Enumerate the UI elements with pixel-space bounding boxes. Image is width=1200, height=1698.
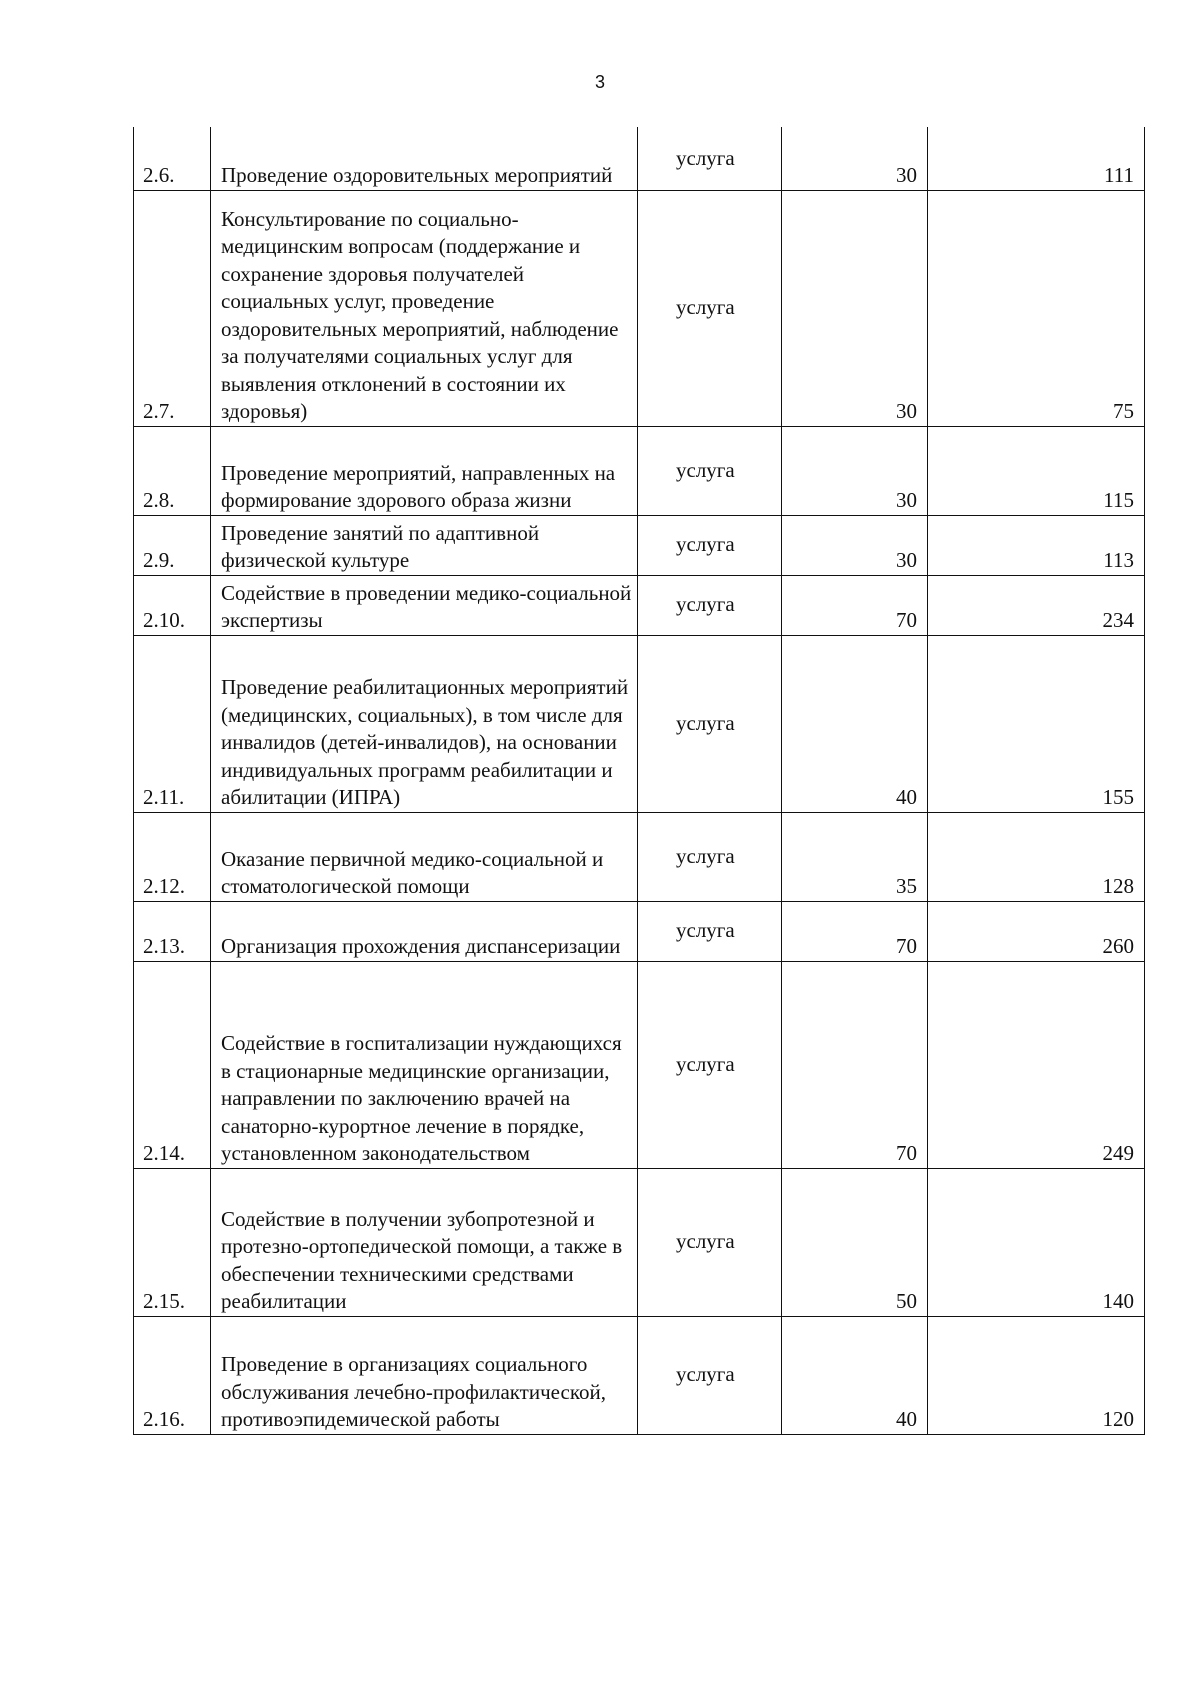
- unit-of-measure: услуга: [638, 961, 782, 1168]
- service-name: Содействие в проведении медико-социальной экспертизы: [211, 575, 638, 635]
- row-number: 2.8.: [134, 426, 211, 515]
- table-row: [134, 1168, 1145, 1316]
- value-2: 115: [928, 426, 1145, 515]
- value-2: 120: [928, 1316, 1145, 1434]
- service-name: Консультирование по социально-медицинским вопросам (поддержание и сохранение здоровья получателей социальных услуг, проведение оздоровительных мероприятий, наблюдение за получателями социальных услуг для выявления отклонений в состоянии их здоровья): [211, 190, 638, 426]
- value-1: 40: [782, 1316, 928, 1434]
- value-2: 111: [928, 127, 1145, 190]
- table-row: [134, 426, 1145, 515]
- value-1: 30: [782, 426, 928, 515]
- services-table: [133, 127, 1145, 1435]
- value-1: 35: [782, 812, 928, 901]
- value-1: 70: [782, 575, 928, 635]
- value-1: 40: [782, 635, 928, 812]
- service-name: Содействие в госпитализации нуждающихся в стационарные медицинские организации, направлении по заключению врачей на санаторно-курортное лечение в порядке, установленном законодательством: [211, 961, 638, 1168]
- value-2: 249: [928, 961, 1145, 1168]
- table-row: [134, 635, 1145, 812]
- service-name: Проведение в организациях социального обслуживания лечебно-профилактической, противоэпидемической работы: [211, 1316, 638, 1434]
- row-number: 2.9.: [134, 515, 211, 575]
- unit-of-measure: услуга: [638, 901, 782, 961]
- unit-of-measure: услуга: [638, 812, 782, 901]
- table-row: [134, 1316, 1145, 1434]
- row-number: 2.13.: [134, 901, 211, 961]
- row-number: 2.15.: [134, 1168, 211, 1316]
- value-2: 113: [928, 515, 1145, 575]
- row-number: 2.12.: [134, 812, 211, 901]
- service-name: Содействие в получении зубопротезной и протезно-ортопедической помощи, а также в обеспечении техническими средствами реабилитации: [211, 1168, 638, 1316]
- row-number: 2.10.: [134, 575, 211, 635]
- table-row: [134, 515, 1145, 575]
- value-2: 260: [928, 901, 1145, 961]
- unit-of-measure: услуга: [638, 575, 782, 635]
- unit-of-measure: услуга: [638, 426, 782, 515]
- value-1: 70: [782, 901, 928, 961]
- value-2: 75: [928, 190, 1145, 426]
- value-2: 140: [928, 1168, 1145, 1316]
- row-number: 2.7.: [134, 190, 211, 426]
- service-name: Проведение мероприятий, направленных на формирование здорового образа жизни: [211, 426, 638, 515]
- row-number: 2.16.: [134, 1316, 211, 1434]
- unit-of-measure: услуга: [638, 127, 782, 190]
- value-1: 50: [782, 1168, 928, 1316]
- value-2: 234: [928, 575, 1145, 635]
- value-2: 128: [928, 812, 1145, 901]
- page-number: 3: [594, 72, 605, 92]
- table-row: [134, 127, 1145, 190]
- row-number: 2.11.: [134, 635, 211, 812]
- unit-of-measure: услуга: [638, 635, 782, 812]
- row-number: 2.6.: [134, 127, 211, 190]
- table-row: [134, 901, 1145, 961]
- unit-of-measure: услуга: [638, 1168, 782, 1316]
- value-1: 30: [782, 190, 928, 426]
- table-row: [134, 961, 1145, 1168]
- unit-of-measure: услуга: [638, 190, 782, 426]
- row-number: 2.14.: [134, 961, 211, 1168]
- service-name: Проведение занятий по адаптивной физической культуре: [211, 515, 638, 575]
- table-row: [134, 812, 1145, 901]
- value-1: 70: [782, 961, 928, 1168]
- unit-of-measure: услуга: [638, 515, 782, 575]
- unit-of-measure: услуга: [638, 1316, 782, 1434]
- value-1: 30: [782, 127, 928, 190]
- service-name: Проведение реабилитационных мероприятий (медицинских, социальных), в том числе для инвалидов (детей-инвалидов), на основании индивидуальных программ реабилитации и абилитации (ИПРА): [211, 635, 638, 812]
- value-1: 30: [782, 515, 928, 575]
- services-table-body: [134, 127, 1145, 1434]
- table-row: [134, 575, 1145, 635]
- table-row: [134, 190, 1145, 426]
- service-name: Проведение оздоровительных мероприятий: [211, 127, 638, 190]
- value-2: 155: [928, 635, 1145, 812]
- service-name: Организация прохождения диспансеризации: [211, 901, 638, 961]
- service-name: Оказание первичной медико-социальной и стоматологической помощи: [211, 812, 638, 901]
